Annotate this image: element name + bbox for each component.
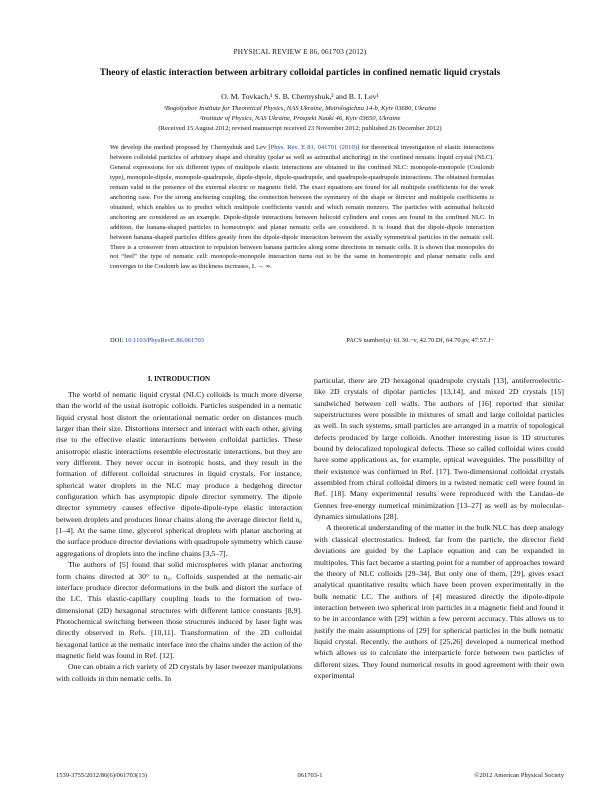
footer-issn: 1539-3755/2012/86(6)/061703(13) bbox=[56, 772, 147, 779]
abstract bbox=[110, 143, 494, 272]
footer-copyright: ©2012 American Physical Society bbox=[474, 772, 564, 779]
paragraph: The authors of [5] found that solid microspheres with planar anchoring form chains directed at 30° to n₀. Colloids suspended at the nematic-air interface produce director deformations in the bulk and distort the surface of the LC. This elastic-capillary coupling leads to the formation of two-dimensional (2D) hexagonal structures with different lattice constants [8,9]. Photochemical switching between those structures induced by laser light was directly observed in Refs. [10,11]. Transformation of the 2D colloidal hexagonal lattice at the nematic interface into the chains under the action of the magnetic field was found in Ref. [12]. bbox=[56, 560, 302, 660]
left-column bbox=[56, 389, 302, 684]
paper-title: Theory of elastic interaction between arbitrary colloidal particles in confined nematic liquid crystals bbox=[99, 68, 501, 78]
abstract-text-rest: ] for theoretical investigation of elastic interactions between colloidal particles of arbitrary shape and chirality (polar as well as azimuthal anchoring) in the confined nematic liquid crystal (NLC). General expressions for six different types of multipole elastic interactions are obtained in the confined NLC: monopole-monopole (Coulomb type), monopole-dipole, monopole-quadrupole, dipole-dipole, dipole-quadrupole, and quadrupole-quadrupole interactions. The obtained formulas remain valid in the presence of the external electric or magnetic field. The exact equations are found for all multipole coefficients for the weak anchoring case. For the strong anchoring coupling, the connection between the symmetry of the shape or director and multipole coefficients is obtained, which enables us to predict which multipole coefficients vanish and which remain nonzero. The particles with azimuthal helicoid anchoring are considered as an example. Dipole-dipole interactions between helicoid cylinders and cones are found in the confined NLC. In addition, the banana-shaped particles in homeotropic and planar nematic cells are considered. It is found that the dipole-dipole interaction between banana-shaped particles differs greatly from the dipole-dipole interaction between the axially symmetrical particles in the nematic cell. There is a crossover from attraction to repulsion between banana particles along some directions in nematic cells. It is shown that monopoles do not “feel” the type of nematic cell: monopole-monopole interaction turns out to be the same in homeotropic and planar nematic cells and converges to the Coulomb law as thickness increases, L → ∞. bbox=[110, 144, 494, 271]
abstract-text-start: We develop the method proposed by Chernyshuk and Lev [ bbox=[110, 144, 271, 151]
paragraph: particular, there are 2D hexagonal quadrupole crystals [13], antiferroelectric-like 2D crystals of dipolar particles [13,14], and mixed 2D crystals [15] sandwiched between cell walls. The authors of [16] reported that similar superstructures were possible in mixtures of small and large colloidal particles as well. In such systems, small particles are arranged in a matrix of topological defects produced by large colloids. Another interesting issue is 1D structures bound by delocalized topological defects. These so called colloidal wires could have some applications as, for example, optical waveguides. The possibility of their existence was confirmed in Ref. [17]. Two-dimensional colloidal crystals assembled from chiral colloidal dimers in a twisted nematic cell were found in Ref. [18]. Many experimental results were reproduced with the Landau–de Gennes free-energy numerical minimization [13–27] as well as by molecular-dynamics simulations [28]. bbox=[314, 376, 564, 522]
section-heading: I. INTRODUCTION bbox=[147, 375, 211, 383]
doi-pacs-line bbox=[110, 337, 494, 344]
right-column bbox=[314, 375, 564, 681]
footer-page-number: 061703-1 bbox=[297, 772, 323, 779]
paragraph: The world of nematic liquid crystal (NLC) colloids is much more diverse than the world of the usual isotropic colloids. Particles suspended in a nematic liquid crystal host distort the orientational nematic order on distances much larger than their size. Distortions intersect and interact with each other, giving rise to the effective elastic interactions between colloidal particles. These anisotropic elastic interactions resemble electrostatic interactions, but they are very different. They never occur in isotropic hosts, and they result in the formation of different colloidal structures in liquid crystals. For instance, spherical water droplets in the NLC may produce a hedgehog director configuration which has asymptopic dipole director symmetry. The dipole director symmetry causes effective dipole-dipole-type elastic interaction between droplets and produces linear chains along the average director field n₀ [1–4]. At the same time, glycerol spherical droplets with planar anchoring at the surface produce director deviations with quadrupole symmetry which cause aggregations of droplets into the incline chains [3,5–7]. bbox=[56, 390, 302, 558]
received-dates: (Received 15 August 2012; revised manuscript received 23 November 2012; published 26 December 2012) bbox=[158, 125, 442, 132]
affiliation-1: ¹Bogolyubov Institute for Theoretical Physics, NAS Ukraine, Metrologichna 14-b, Kyiv 03680, Ukraine bbox=[163, 105, 437, 112]
paragraph: A theoretical understanding of the matter in the bulk NLC has deep analogy with classical electrostatics. Indeed, far from the particle, the director field deviations are guided by the Laplace equation and can be expanded in multipoles. This fact became a starting point for a number of approaches toward the theory of NLC colloids [29–34]. But only one of them, [29], gives exact analytical quantitative results which have been proven experimentally in the bulk nematic LC. The authors of [4] measured directly the dipole-dipole interaction between two spherical iron particles in a magnetic field and found it to be in accordance with [29] within a few percent accuracy. This allows us to justify the main assumptions of [29] for spherical particles in the bulk nematic liquid crystal. Recently, the authors of [25,26] developed a numerical method which allows us to calculate the interparticle force between two particles of different sizes. They found numerical results in good agreement with their own experimental bbox=[314, 523, 564, 680]
authors: O. M. Tovkach,¹ S. B. Chernyshuk,² and B. I. Lev¹ bbox=[221, 92, 379, 101]
pacs-numbers: PACS number(s): 61.30.−v, 42.70.Df, 64.70.pv, 47.57.J− bbox=[346, 337, 494, 344]
affiliation-2: ²Institute of Physics, NAS Ukraine, Prospekt Nauki 46, Kyiv 03650, Ukraine bbox=[199, 115, 401, 122]
doi-link[interactable]: 10.1103/PhysRevE.86.061703 bbox=[124, 337, 205, 344]
abstract-reference-link[interactable]: Phys. Rev. E 81, 041701 (2010) bbox=[270, 144, 357, 151]
doi-label: DOI: bbox=[110, 337, 125, 344]
journal-header: PHYSICAL REVIEW E 86, 061703 (2012) bbox=[233, 48, 367, 56]
paragraph: One can obtain a rich variety of 2D crystals by laser tweezer manipulations with colloids in thin nematic cells. In bbox=[56, 662, 302, 683]
